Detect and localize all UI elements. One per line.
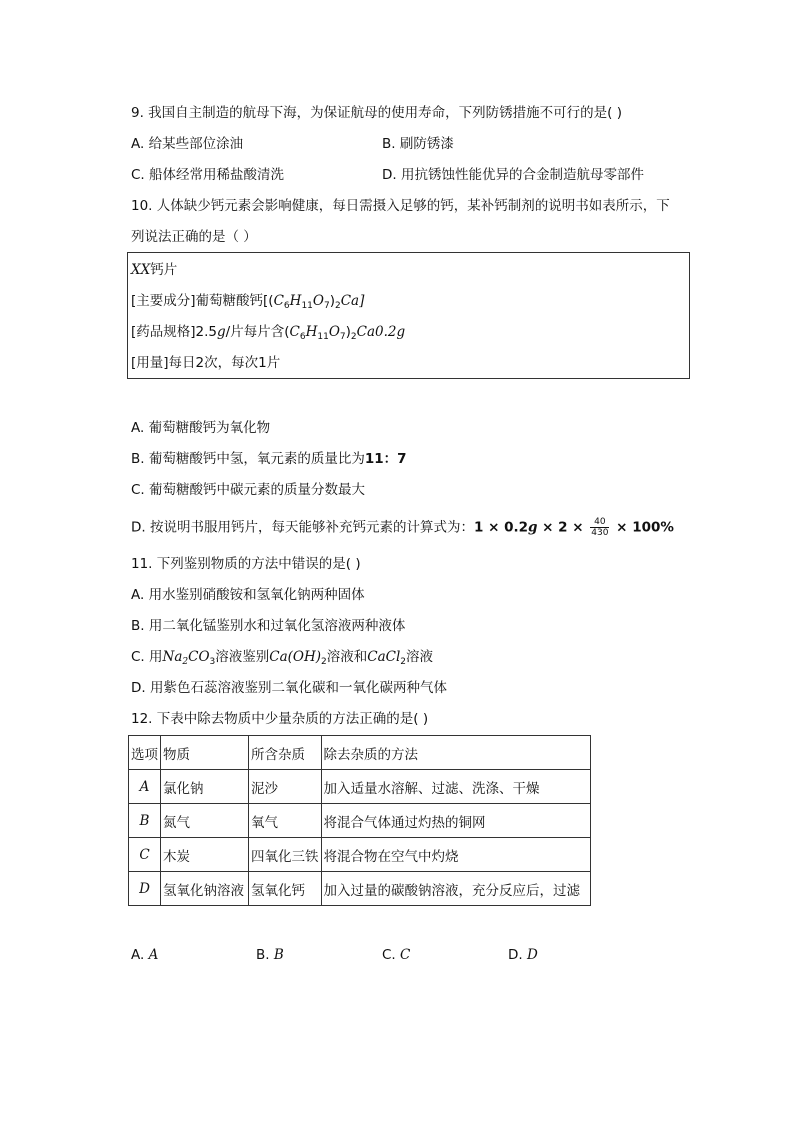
ingredient-prefix: [主要成分]葡萄糖酸钙[( [131,293,274,309]
option-label: D. [508,947,523,963]
q9-option-c[interactable] [131,166,284,184]
table-cell-substance: 氮气 [161,804,249,838]
ingredient-end: Ca] [340,293,365,309]
table-cell-method: 将混合气体通过灼热的铜网 [321,804,590,838]
sub: 2 [182,657,189,667]
formula-o-sub: 7 [339,332,346,342]
option-text: 用紫色石蕊溶液鉴别二氧化碳和一氧化碳两种气体 [149,680,447,696]
q12-answer-d[interactable] [508,946,538,964]
formula-paren: ) [329,293,335,309]
formula-two: 2 [334,301,341,311]
option-label: C. [131,482,145,498]
q11-option-b[interactable] [131,617,405,635]
oh: (OH) [287,649,322,665]
co: CO [188,649,210,665]
option-post: 溶液 [406,649,434,665]
formula-two: 2 [350,332,357,342]
q11-stem: 11. 下列鉴别物质的方法中错误的是( ) [131,556,361,572]
formula-o: O [312,293,324,309]
option-label: D. [131,680,146,696]
option-text: 用水鉴别硝酸铵和氢氧化钠两种固体 [148,587,365,603]
table-cell-impurity: 四氧化三铁 [249,838,322,872]
q12-stem: 12. 下表中除去物质中少量杂质的方法正确的是( ) [131,711,429,727]
option-label: A. [131,587,145,603]
table-cell-option: C [129,838,161,872]
option-label: C. [131,649,145,665]
na2co3: Na [162,649,183,665]
option-label: B. [382,136,396,152]
fraction-denominator: 430 [591,528,609,538]
formula-h-sub: 11 [317,332,329,342]
table-cell-impurity: 泥沙 [249,770,322,804]
option-label: A. [131,420,145,436]
cacl2: CaCl [367,649,401,665]
option-label: D. [131,519,146,536]
q9-option-b[interactable] [382,135,454,153]
q12-table [128,735,591,906]
table-cell-option: B [129,804,161,838]
q10-stem-line1: 10. 人体缺少钙元素会影响健康，每日需摄入足够的钙，某补钙制剂的说明书如表所示，下 [131,198,670,214]
option-text: 葡萄糖酸钙中氢，氧元素的质量比为 [148,451,365,467]
spec-prefix: [药品规格]2.5 [131,324,218,340]
sub: 2 [400,657,407,667]
spec-mid: /片每片含( [225,324,290,340]
option-value: A [148,947,159,963]
table-cell-option: A [129,770,161,804]
table-header: 物质 [161,736,249,770]
option-label: A. [131,947,145,963]
table-cell-impurity: 氢氧化钙 [249,872,322,906]
option-text: 葡萄糖酸钙中碳元素的质量分数最大 [149,482,366,498]
table-header-row [129,736,591,770]
table-row [129,804,591,838]
table-cell-method: 将混合物在空气中灼烧 [321,838,590,872]
option-text: 刷防锈漆 [399,136,454,152]
q11-option-a[interactable] [131,586,365,604]
q11-option-d[interactable] [131,679,447,697]
option-pre: 用 [149,649,163,665]
box-spec [131,323,405,341]
option-label: A. [131,136,145,152]
option-label: B. [131,618,145,634]
table-header: 选项 [129,736,161,770]
option-text: 用抗锈蚀性能优异的合金制造航母零部件 [400,167,644,183]
option-mid: 溶液鉴别 [215,649,270,665]
spec-end: Ca0.2 [356,324,397,340]
table-cell-method: 加入适量水溶解、过滤、洗涤、干燥 [321,770,590,804]
option-value: C [400,947,411,963]
formula-h-sub: 11 [301,301,313,311]
sub: 2 [321,657,327,667]
q12-answer-c[interactable] [382,946,410,964]
option-text: 按说明书服用钙片，每天能够补充钙元素的计算式为： [149,519,474,536]
table-header: 除去杂质的方法 [321,736,590,770]
box-ingredient [131,292,364,310]
table-row [129,872,591,906]
q12-answer-b[interactable] [256,946,284,964]
formula-h: H [289,293,302,309]
option-text: 用二氧化锰鉴别水和过氧化氢溶液两种液体 [148,618,406,634]
product-rest: 钙片 [150,262,178,278]
formula-part-a: 1 × 0.2 [473,519,529,536]
formula-c-sub: 6 [299,332,306,342]
table-cell-option: D [129,872,161,906]
formula-unit: g [528,519,538,536]
table-cell-substance: 氢氧化钠溶液 [161,872,249,906]
q10-option-a[interactable] [131,419,270,437]
table-header: 所含杂质 [249,736,322,770]
option-label: C. [131,167,145,183]
fraction [590,517,609,538]
table-cell-substance: 氯化钠 [161,770,249,804]
table-cell-substance: 木炭 [161,838,249,872]
option-text: 船体经常用稀盐酸清洗 [149,167,285,183]
box-product-name [131,261,177,279]
formula-c-sub: 6 [283,301,290,311]
formula-part-c: × 100% [611,519,674,536]
q9-option-a[interactable] [131,135,243,153]
q9-stem: 9. 我国自主制造的航母下海，为保证航母的使用寿命，下列防锈措施不可行的是( ) [131,105,622,121]
option-mid2: 溶液和 [326,649,368,665]
q12-answer-a[interactable] [131,946,158,964]
formula-o-sub: 7 [323,301,330,311]
spec-unit: g [217,324,226,340]
formula-h: H [305,324,318,340]
caoh2: Ca [269,649,288,665]
q11-option-c[interactable] [131,648,433,666]
formula-o: O [328,324,340,340]
product-prefix: XX [131,262,151,278]
option-value: D [526,947,538,963]
table-row [129,838,591,872]
sub: 3 [209,657,216,667]
formula-paren: ) [345,324,351,340]
formula-c: C [289,324,300,340]
option-text: 给某些部位涂油 [148,136,244,152]
formula-c: C [273,293,284,309]
option-label: C. [382,947,396,963]
q9-option-d[interactable] [382,166,644,184]
option-label: B. [131,451,145,467]
q10-option-c[interactable] [131,481,365,499]
option-value: B [273,947,284,963]
formula-part-b: × 2 × [537,519,589,536]
mass-ratio: 11：7 [364,451,407,467]
option-text: 葡萄糖酸钙为氧化物 [148,420,271,436]
box-dosage: [用量]每日2次，每次1片 [131,355,281,371]
q10-option-d[interactable] [131,517,674,538]
table-cell-method: 加入过量的碳酸钠溶液，充分反应后，过滤 [321,872,590,906]
q10-option-b[interactable] [131,450,407,468]
table-row [129,770,591,804]
table-cell-impurity: 氧气 [249,804,322,838]
q10-stem-line2: 列说法正确的是（ ） [131,229,257,245]
option-label: D. [382,167,397,183]
spec-unit2: g [396,324,406,340]
option-label: B. [256,947,270,963]
fraction-numerator: 40 [590,517,609,528]
